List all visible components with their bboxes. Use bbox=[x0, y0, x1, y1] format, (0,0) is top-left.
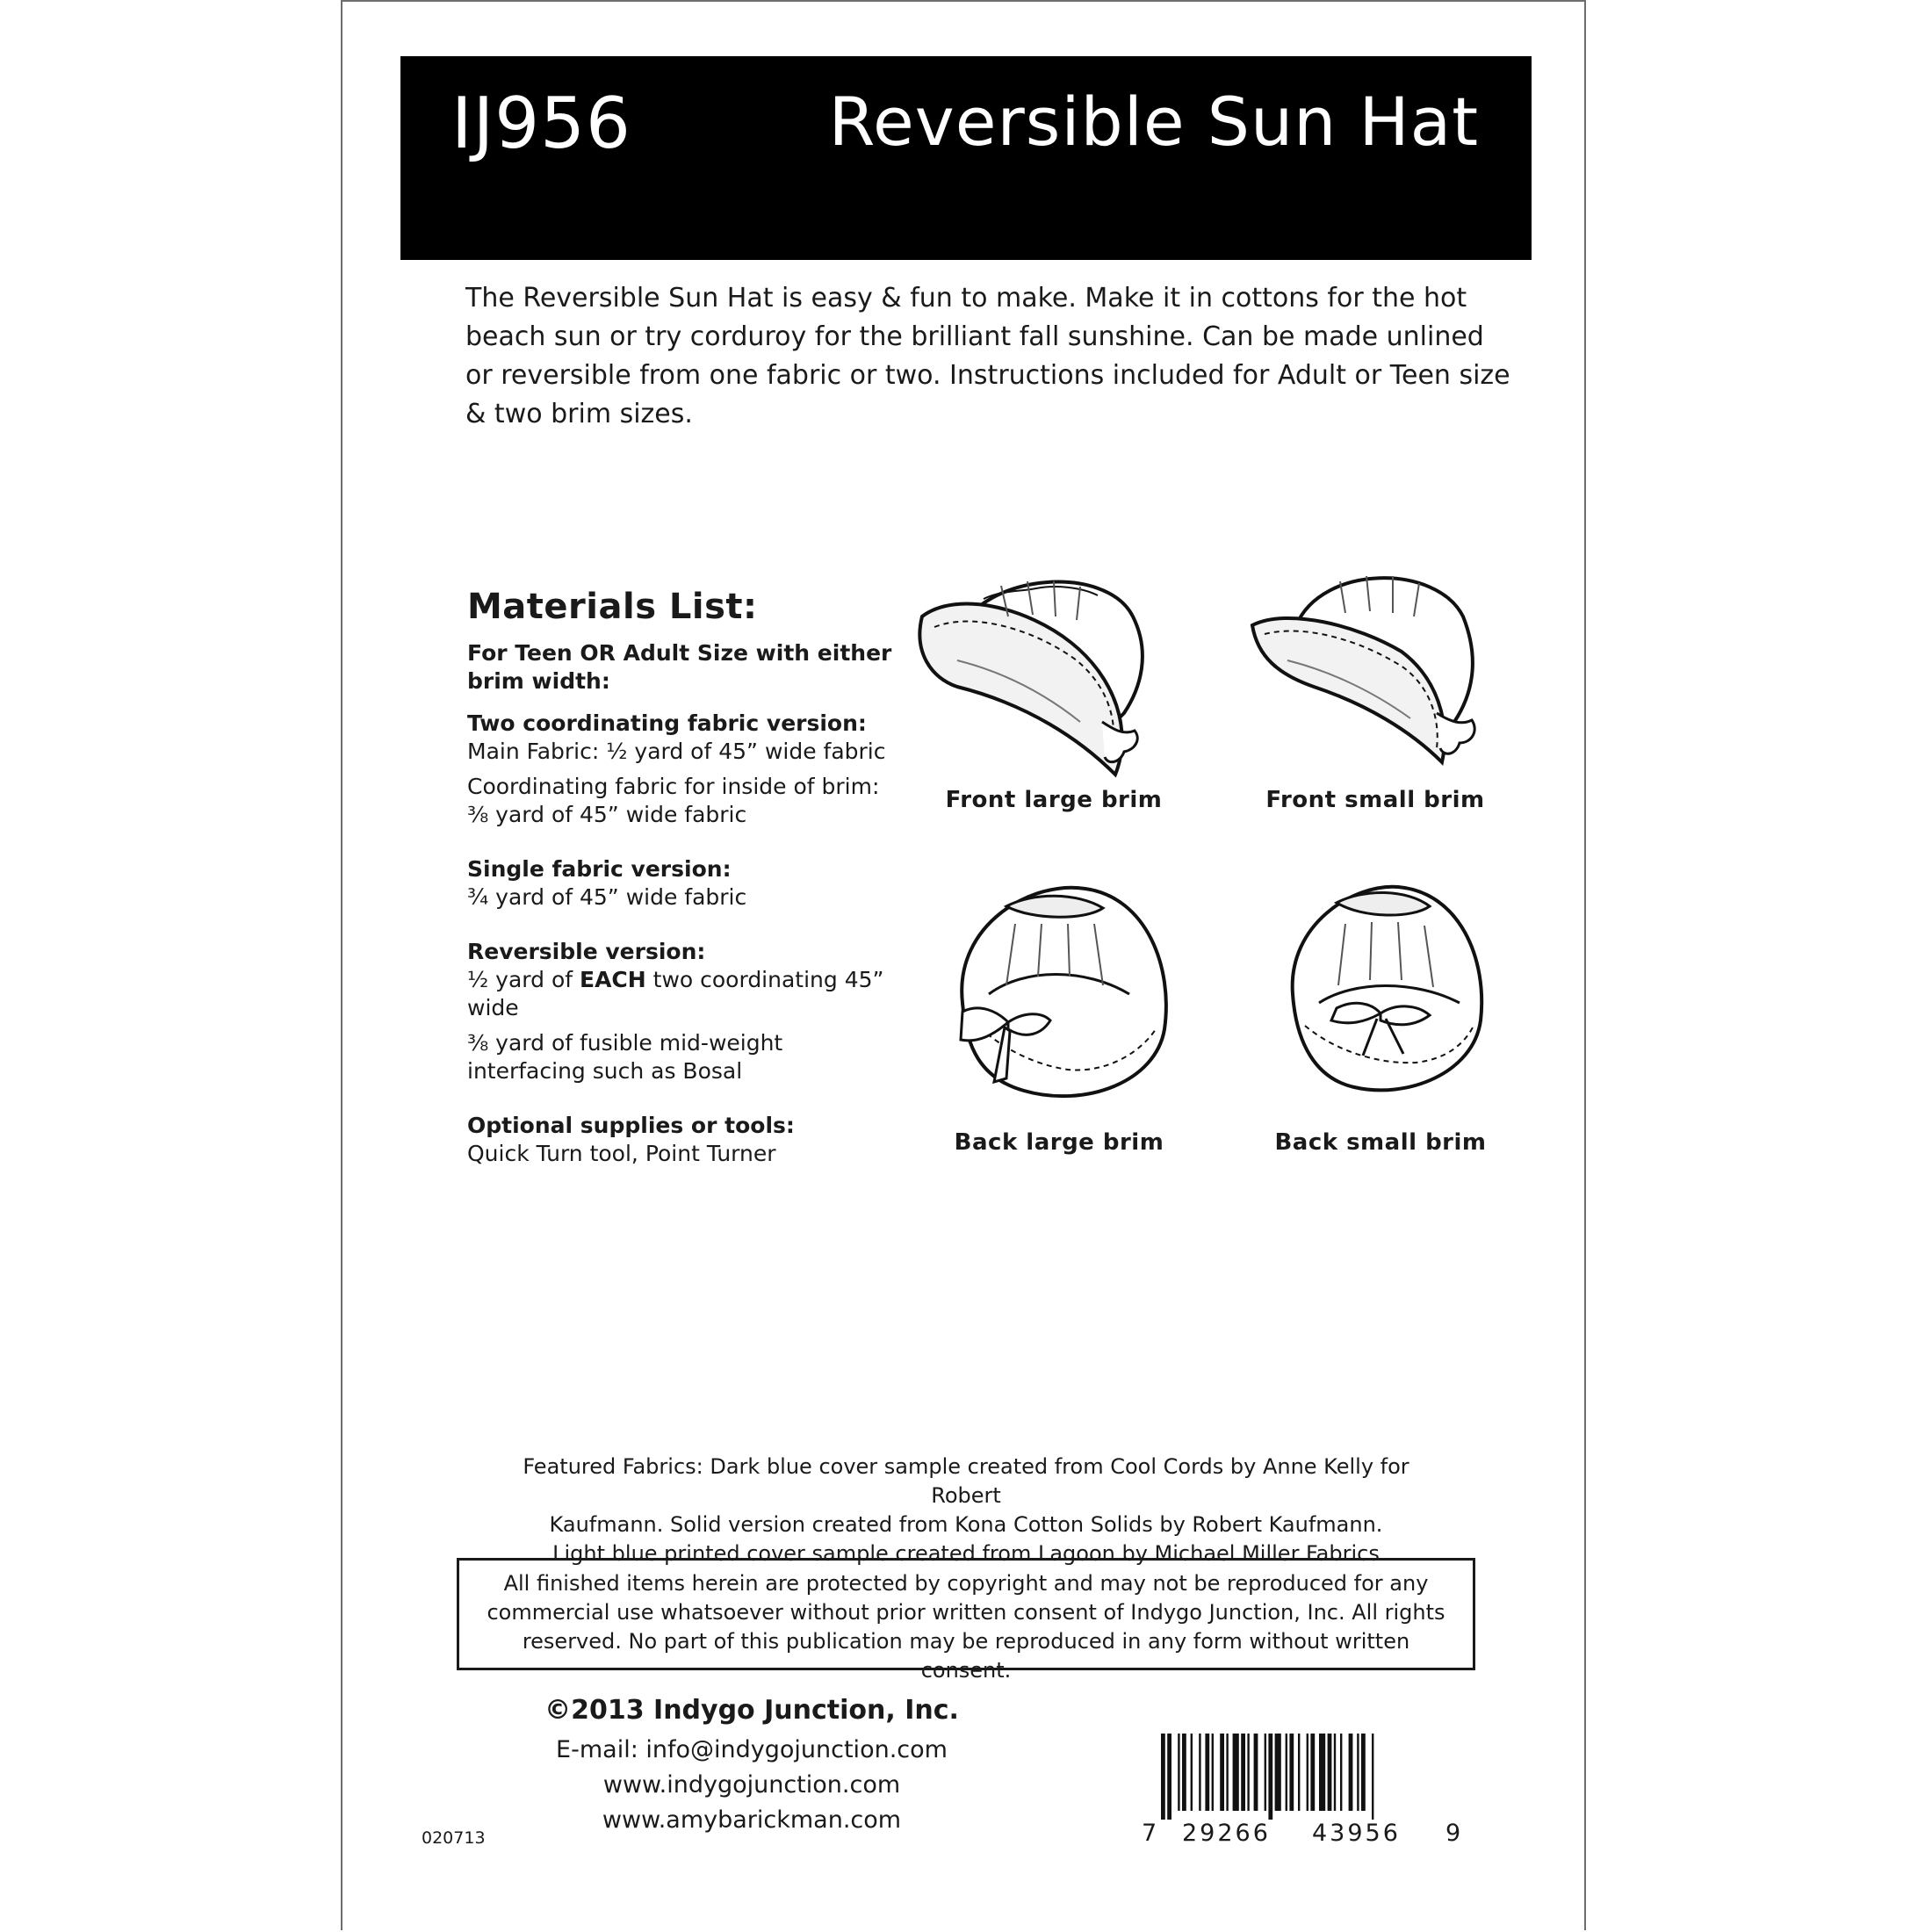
intro-paragraph: The Reversible Sun Hat is easy & fun to make. Make it in cottons for the hot beach sun or try corduroy for the brilliant fall sunshine. Can be made unlined or reversible from one fabric or two. Instructions included for Adult or Teen size & two brim sizes. bbox=[465, 283, 1510, 429]
two-fabric-line-2: Coordinating fabric for inside of brim: ⅜ yard of 45” wide fabric bbox=[467, 774, 880, 827]
materials-heading: Materials List: bbox=[467, 587, 758, 627]
copyright-line: ©2013 Indygo Junction, Inc. bbox=[544, 1695, 959, 1726]
illustration-front-small-brim bbox=[1226, 555, 1525, 813]
notice-line-3: reserved. No part of this publication may be reproduced in any form without written consent. bbox=[522, 1629, 1410, 1683]
optional-line-1: Quick Turn tool, Point Turner bbox=[467, 1141, 776, 1166]
illustration-back-small-brim bbox=[1231, 871, 1530, 1156]
barcode-bar bbox=[1268, 1734, 1272, 1820]
barcode-bar bbox=[1212, 1734, 1214, 1811]
reversible-line-1-emphasis: EACH bbox=[580, 967, 646, 992]
optional-supplies bbox=[467, 1112, 906, 1168]
barcode-bar bbox=[1205, 1734, 1209, 1811]
barcode-bar bbox=[1167, 1734, 1171, 1820]
reversible-line-2: ⅜ yard of fusible mid-weight interfacing such as Bosal bbox=[467, 1030, 783, 1084]
materials-list bbox=[467, 587, 906, 1194]
reversible-title: Reversible version: bbox=[467, 939, 706, 964]
featured-line-1: Featured Fabrics: Dark blue cover sample created from Cool Cords by Anne Kelly for Robert bbox=[523, 1454, 1409, 1508]
barcode-bar bbox=[1372, 1734, 1373, 1820]
barcode-bar bbox=[1265, 1734, 1266, 1811]
barcode-bar bbox=[1233, 1734, 1239, 1811]
reversible-line-1-pre: ½ yard of bbox=[467, 967, 580, 992]
barcode-bar bbox=[1310, 1734, 1315, 1811]
barcode-bar bbox=[1298, 1734, 1300, 1811]
caption-back-large-brim: Back large brim bbox=[954, 1129, 1164, 1156]
barcode-bar bbox=[1247, 1734, 1249, 1811]
title-banner bbox=[400, 56, 1532, 260]
hat-front-large-drawing bbox=[905, 555, 1203, 783]
barcode-bar bbox=[1178, 1734, 1179, 1811]
barcode-bar bbox=[1199, 1734, 1200, 1811]
website-link-2: www.amybarickman.com bbox=[602, 1806, 902, 1834]
barcode-bar bbox=[1182, 1734, 1186, 1811]
barcode-digits-right: 43956 bbox=[1312, 1820, 1401, 1847]
two-fabric-line-1: Main Fabric: ½ yard of 45” wide fabric bbox=[467, 739, 886, 764]
notice-line-1: All finished items herein are protected by copyright and may not be reproduced for any bbox=[503, 1571, 1429, 1596]
barcode-bar bbox=[1357, 1734, 1359, 1811]
single-fabric-version bbox=[467, 855, 906, 912]
illustration-front-large-brim bbox=[905, 555, 1203, 813]
pattern-back-cover bbox=[341, 0, 1586, 1930]
print-code: 020713 bbox=[422, 1828, 486, 1848]
illustration-back-large-brim bbox=[910, 871, 1208, 1156]
upc-barcode bbox=[1142, 1734, 1461, 1848]
barcode-bar bbox=[1328, 1734, 1332, 1811]
barcode-bar bbox=[1307, 1734, 1308, 1811]
hat-back-large-drawing bbox=[910, 871, 1208, 1126]
barcode-bar bbox=[1340, 1734, 1342, 1811]
caption-front-large-brim: Front large brim bbox=[945, 787, 1163, 813]
featured-line-3: Light blue printed cover sample created from Lagoon by Michael Miller Fabrics bbox=[552, 1541, 1380, 1566]
two-fabric-title: Two coordinating fabric version: bbox=[467, 710, 867, 736]
featured-line-2: Kaufmann. Solid version created from Kona Cotton Solids by Robert Kaufmann. bbox=[549, 1512, 1383, 1537]
barcode-bar bbox=[1334, 1734, 1336, 1811]
website-link-1: www.indygojunction.com bbox=[602, 1771, 901, 1799]
caption-front-small-brim: Front small brim bbox=[1265, 787, 1485, 813]
barcode-bar bbox=[1241, 1734, 1245, 1811]
reversible-version bbox=[467, 938, 906, 1085]
barcode-bar bbox=[1254, 1734, 1258, 1811]
email-line: E-mail: info@indygojunction.com bbox=[556, 1736, 948, 1763]
barcode-digits-left: 29266 bbox=[1182, 1820, 1271, 1847]
caption-back-small-brim: Back small brim bbox=[1274, 1129, 1487, 1156]
barcode-bar bbox=[1191, 1734, 1193, 1811]
barcode-bar bbox=[1289, 1734, 1294, 1811]
pattern-title: Reversible Sun Hat bbox=[828, 83, 1479, 161]
notice-line-2: commercial use whatsoever without prior written consent of Indygo Junction, Inc. All rights bbox=[487, 1600, 1445, 1625]
barcode-bar bbox=[1161, 1734, 1165, 1820]
hat-front-small-drawing bbox=[1226, 555, 1525, 783]
pattern-code: IJ956 bbox=[451, 83, 631, 164]
featured-fabrics bbox=[501, 1453, 1431, 1568]
optional-title: Optional supplies or tools: bbox=[467, 1113, 795, 1138]
barcode-bar bbox=[1349, 1734, 1353, 1811]
single-fabric-line-1: ¾ yard of 45” wide fabric bbox=[467, 884, 747, 910]
barcode-bars bbox=[1161, 1734, 1438, 1820]
reversible-line-1 bbox=[467, 966, 906, 1022]
materials-subheading: For Teen OR Adult Size with either brim width: bbox=[467, 640, 892, 694]
barcode-bar bbox=[1286, 1734, 1287, 1811]
barcode-bar bbox=[1275, 1734, 1281, 1811]
barcode-bar bbox=[1220, 1734, 1224, 1811]
hat-back-small-drawing bbox=[1231, 871, 1530, 1126]
barcode-bar bbox=[1361, 1734, 1366, 1811]
publisher-info bbox=[515, 1695, 989, 1838]
barcode-bar bbox=[1319, 1734, 1325, 1811]
reversible-line-1-post: two coordinating 45” wide bbox=[467, 967, 884, 1020]
barcode-digit-last: 9 bbox=[1445, 1820, 1461, 1847]
copyright-notice-box bbox=[457, 1558, 1475, 1683]
two-fabric-version bbox=[467, 710, 906, 829]
barcode-bar bbox=[1226, 1734, 1228, 1811]
barcode-digit-first: 7 bbox=[1142, 1820, 1157, 1847]
single-fabric-title: Single fabric version: bbox=[467, 856, 732, 882]
